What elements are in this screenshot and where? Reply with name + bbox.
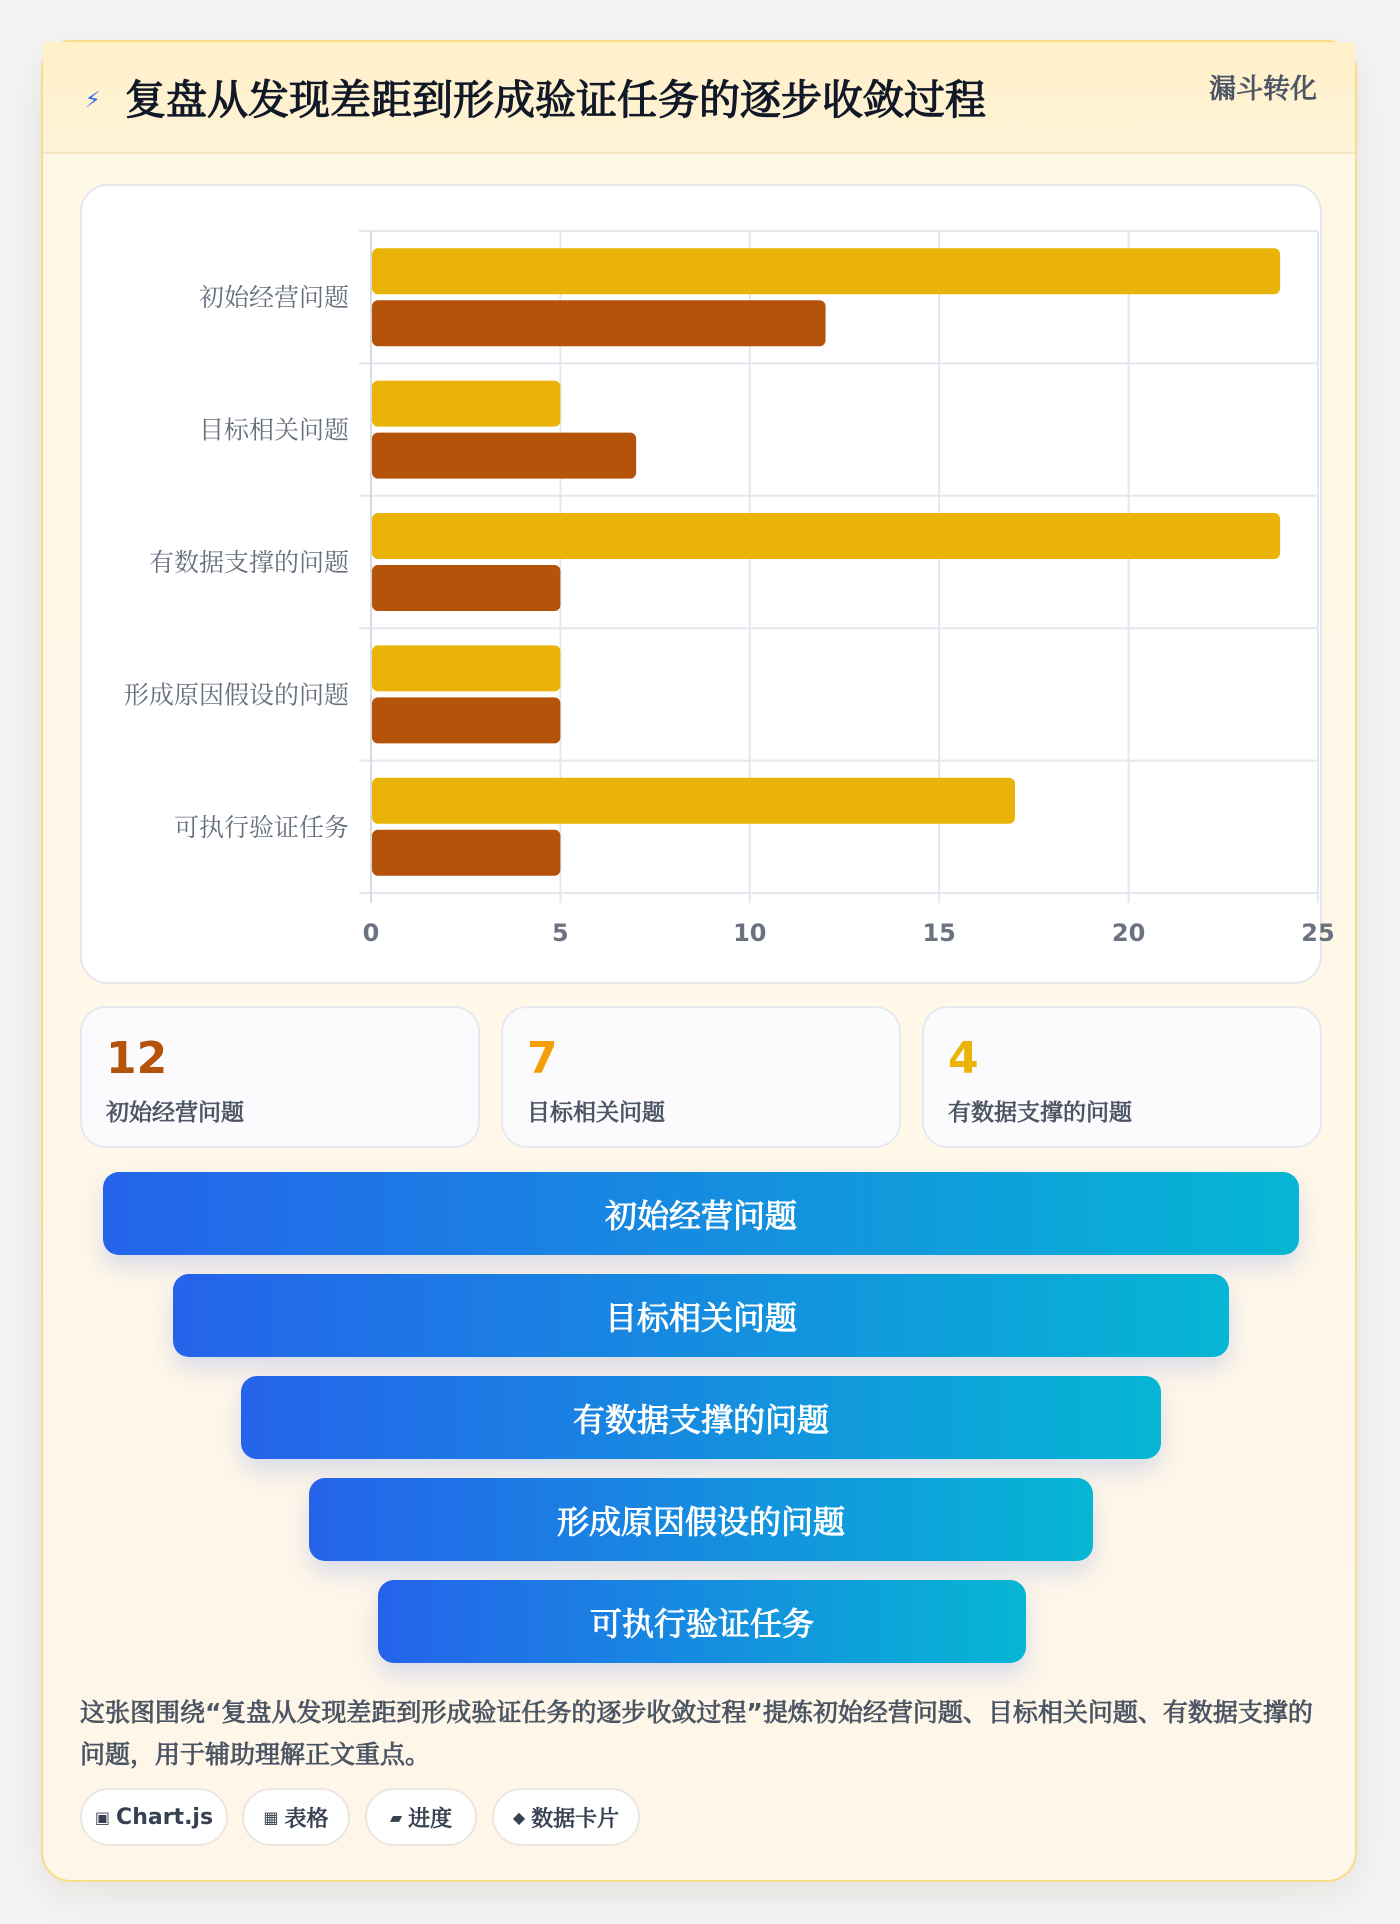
bar (372, 565, 560, 611)
y-tick-label: 目标相关问题 (198, 415, 349, 445)
bar (372, 513, 1280, 559)
y-tick-label: 形成原因假设的问题 (123, 680, 349, 710)
stat-value: 7 (527, 1033, 558, 1084)
diamond-icon: ◆ (512, 1807, 526, 1827)
summary-text: 这张图围绕“复盘从发现差距到形成验证任务的逐步收敛过程”提炼初始经营问题、目标相关问题、有数据支撑的问题，用于辅助理解正文重点。 (80, 1698, 1313, 1769)
bar (372, 381, 560, 427)
chip-chartjs[interactable] (80, 1788, 228, 1846)
report-card (41, 40, 1357, 1882)
y-tick-label: 初始经营问题 (198, 283, 349, 313)
bar (372, 248, 1280, 294)
bar (372, 778, 1015, 824)
funnel-step-task: 可执行验证任务 (378, 1580, 1026, 1663)
y-tick-label: 可执行验证任务 (173, 812, 349, 842)
x-tick-label: 5 (552, 919, 569, 947)
stat-label: 初始经营问题 (106, 1100, 244, 1126)
stat-card-target (501, 1006, 901, 1148)
chart-panel (80, 184, 1335, 984)
chip-progress[interactable] (365, 1788, 477, 1846)
x-tick-label: 10 (733, 919, 767, 947)
funnel-step-initial: 初始经营问题 (103, 1172, 1299, 1255)
chip-label: Chart.js (116, 1804, 214, 1830)
stat-card-data-backed (922, 1006, 1322, 1148)
progress-icon: ▰ (389, 1807, 403, 1827)
funnel-step-target: 目标相关问题 (173, 1274, 1229, 1357)
bar (372, 697, 560, 743)
x-tick-label: 15 (922, 919, 956, 947)
table-icon: ▦ (263, 1807, 279, 1827)
chip-data-card[interactable] (492, 1788, 640, 1846)
stat-value: 12 (106, 1033, 168, 1084)
chip-label: 数据卡片 (531, 1806, 620, 1832)
x-tick-label: 0 (362, 919, 380, 947)
bar (372, 645, 560, 691)
bar (372, 830, 560, 876)
bar-chart (82, 186, 1335, 986)
stat-label: 有数据支撑的问题 (948, 1100, 1132, 1126)
page-title: 复盘从发现差距到形成验证任务的逐步收敛过程 (125, 76, 986, 124)
funnel-step-hypothesis: 形成原因假设的问题 (309, 1478, 1093, 1561)
x-tick-label: 25 (1301, 919, 1335, 947)
chip-label: 进度 (408, 1806, 453, 1832)
bar (372, 433, 636, 479)
stat-label: 目标相关问题 (527, 1100, 665, 1126)
card-header (43, 42, 1355, 154)
bar (372, 300, 826, 346)
y-tick-label: 有数据支撑的问题 (148, 548, 349, 577)
lightning-icon: ⚡ (85, 88, 101, 113)
chart-tag: 漏斗转化 (1209, 74, 1317, 105)
funnel-step-data-backed: 有数据支撑的问题 (241, 1376, 1161, 1459)
chip-label: 表格 (284, 1806, 329, 1832)
chip-table[interactable] (242, 1788, 350, 1846)
stat-value: 4 (948, 1033, 979, 1084)
x-tick-label: 20 (1111, 919, 1146, 947)
stat-card-initial (80, 1006, 480, 1148)
chart-icon: ▣ (94, 1807, 111, 1827)
